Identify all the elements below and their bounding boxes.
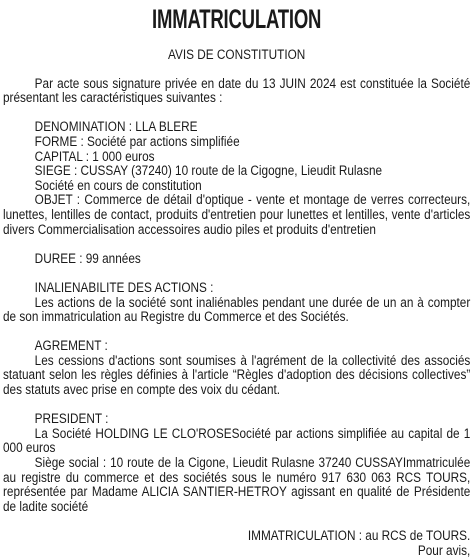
capital-line: CAPITAL : 1 000 euros bbox=[34, 148, 155, 164]
status-line: Société en cours de constitution bbox=[34, 177, 202, 193]
denomination-line: DENOMINATION : LLA BLERE bbox=[34, 119, 198, 135]
forme-line: FORME : Société par actions simplifiée bbox=[34, 133, 240, 149]
siege-line: SIEGE : CUSSAY (37240) 10 route de la Cigogne, Lieudit Rulasne bbox=[34, 163, 383, 179]
president-paragraph-2: Siège social : 10 route de la Cigone, Lieudit Rulasne 37240 CUSSAYImmatriculée au registre du commerce et des sociétés sous le numéro 917 630 063 RCS TOURS, représentée par Madame ALICIA SANTIER-HETROY agissant en qualité de Présidente de ladite société bbox=[3, 455, 471, 514]
president-heading: PRESIDENT : bbox=[34, 411, 109, 427]
inalienabilite-heading: INALIENABILITE DES ACTIONS : bbox=[34, 279, 214, 295]
footer-pour-avis: Pour avis, bbox=[417, 542, 471, 558]
duree-line: DUREE : 99 années bbox=[34, 250, 141, 266]
intro-paragraph: Par acte sous signature privée en date du 13 JUIN 2024 est constituée la Société présentant les caractéristiques suivantes : bbox=[3, 75, 471, 106]
president-paragraph-1: La Société HOLDING LE CLO'ROSESociété par actions simplifiée au capital de 1 000 euros bbox=[3, 425, 471, 456]
agrement-paragraph: Les cessions d'actions sont soumises à l'agrément de la collectivité des associés statuant selon les règles définies à l'article “Règles d'adoption des décisions collectives” des statuts avec prise en compte des voix du cédant. bbox=[3, 352, 471, 398]
inalienabilite-paragraph: Les actions de la société sont inaliénables pendant une durée de un an à compter de son immatriculation au Registre du Commerce et des Sociétés. bbox=[3, 294, 471, 325]
notice-title: IMMATRICULATION bbox=[152, 4, 322, 34]
legal-notice bbox=[3, 0, 470, 558]
objet-paragraph: OBJET : Commerce de détail d'optique - vente et montage de verres correcteurs, lunettes, lentilles de contact, produits d'entretien pour lunettes et lentilles, vente d'articles divers Commercialisation accessoires audio piles et produits d'entretien bbox=[3, 192, 471, 237]
company-details bbox=[3, 120, 470, 237]
notice-subtitle: AVIS DE CONSTITUTION bbox=[168, 47, 306, 62]
agrement-heading: AGREMENT : bbox=[34, 338, 108, 354]
footer-immatriculation: IMMATRICULATION : au RCS de TOURS. bbox=[247, 528, 471, 543]
